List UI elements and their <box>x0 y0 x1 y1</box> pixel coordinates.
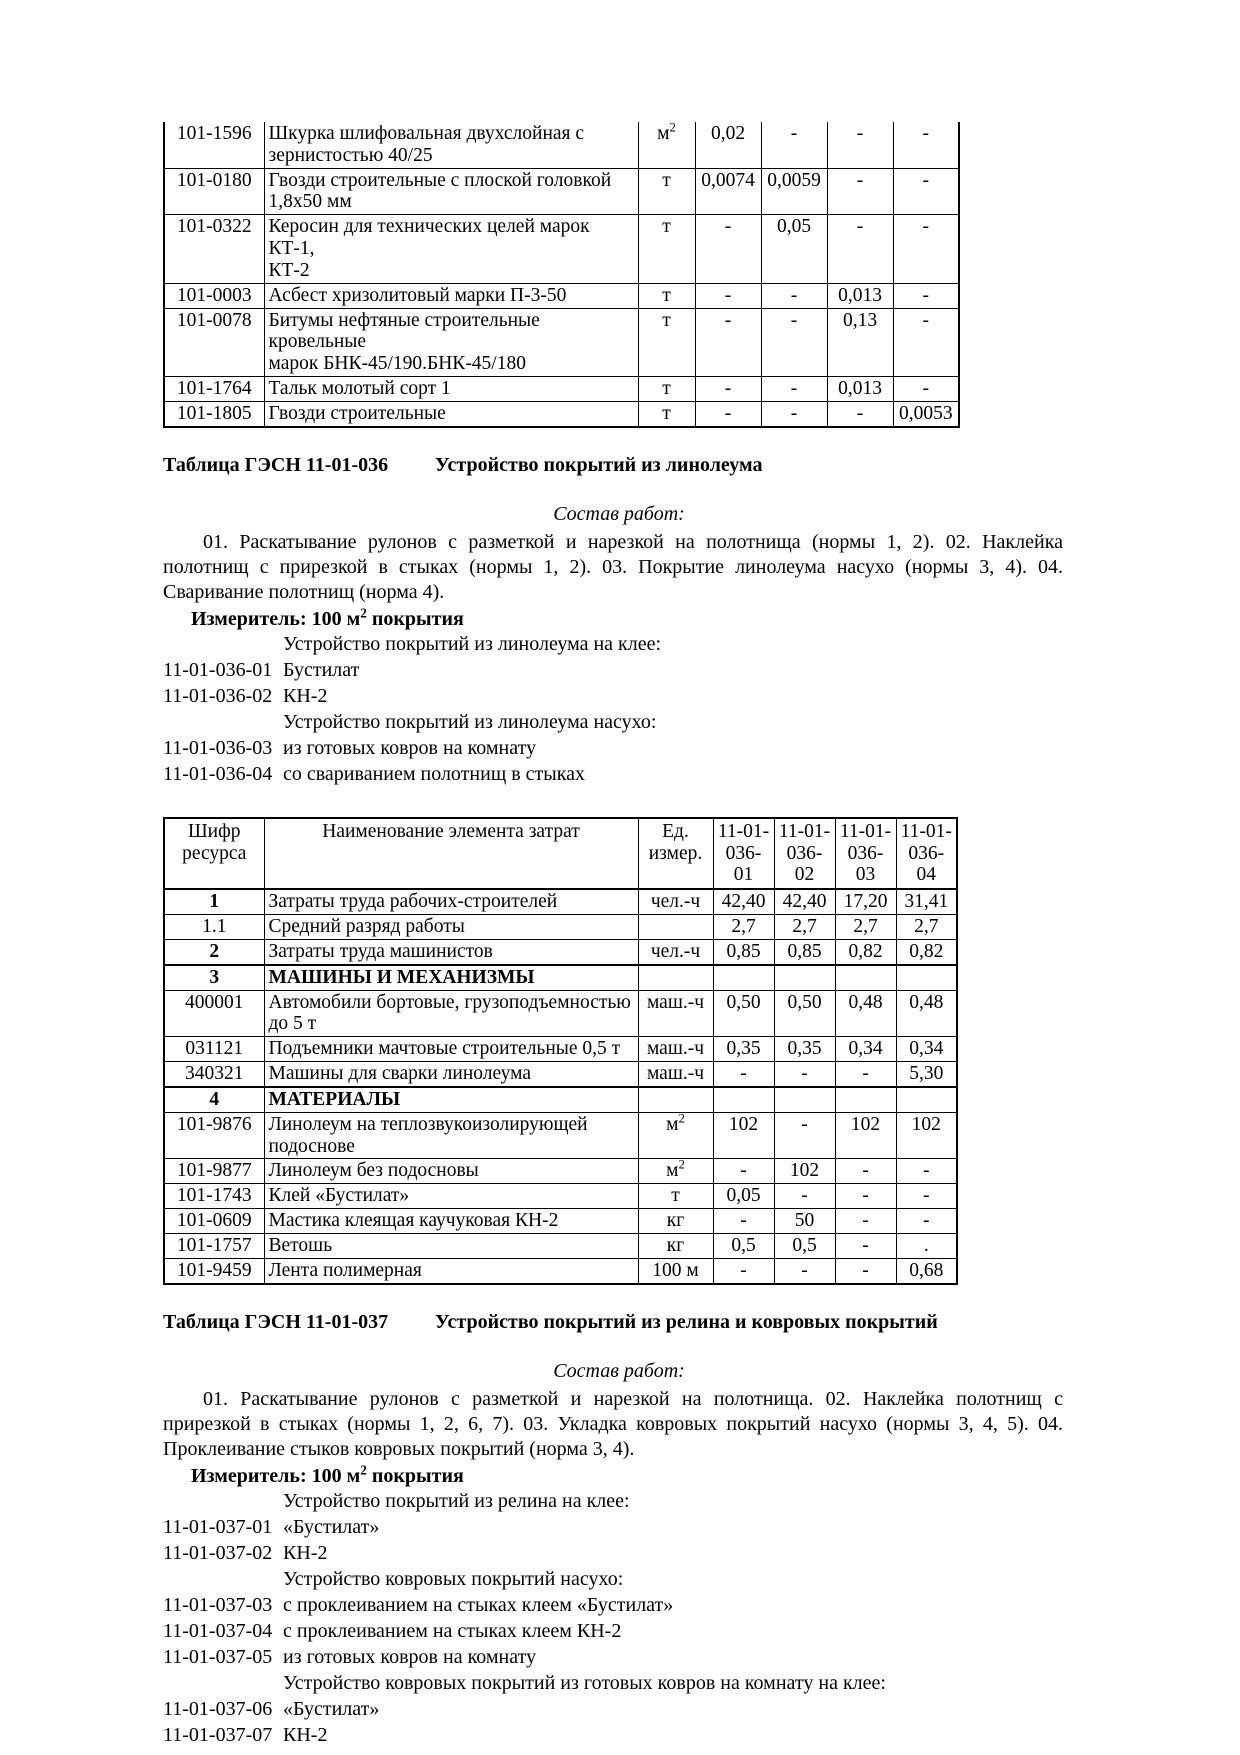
resource-name-line2: КТ-2 <box>268 259 310 281</box>
resource-name-line2: зернистостью 40/25 <box>268 144 433 166</box>
table-row <box>164 122 959 168</box>
table-row <box>164 308 959 376</box>
resource-value-3: 0,013 <box>827 377 893 402</box>
resource-code: 3 <box>164 965 264 990</box>
resource-unit: т <box>638 1184 713 1209</box>
resource-unit <box>638 1112 713 1159</box>
resource-value-1: - <box>713 1159 774 1184</box>
norm-desc: «Бустилат» <box>283 1515 380 1538</box>
table2-header-row <box>164 818 957 889</box>
resource-value-3: 0,13 <box>827 308 893 376</box>
header-resource-code <box>164 818 264 889</box>
resource-unit <box>638 215 695 283</box>
resource-value-3: - <box>835 1258 896 1283</box>
section-037-heading <box>163 1311 1075 1334</box>
resource-unit: т <box>638 401 695 426</box>
resource-name-line1: Асбест хризолитовый марки П-3-50 <box>268 284 567 306</box>
section-037-sostav-heading: Состав работ: <box>553 1359 685 1382</box>
resource-code: 1.1 <box>164 915 264 940</box>
resource-unit <box>638 168 695 215</box>
resource-value-2: 102 <box>774 1159 835 1184</box>
table-row <box>164 1209 957 1234</box>
resource-value-4: - <box>893 215 959 283</box>
resource-value-4: 5,30 <box>896 1062 957 1087</box>
header-line2: ресурса <box>182 842 247 864</box>
resource-unit: 100 м <box>638 1258 713 1283</box>
norm-desc: КН-2 <box>283 1541 328 1564</box>
norm-item <box>163 1592 1075 1618</box>
resource-name <box>264 990 638 1037</box>
norm-item <box>163 1540 1075 1566</box>
section-037-izmeritel <box>163 1461 1075 1488</box>
resource-value-1 <box>713 965 774 990</box>
resource-value-4: 0,68 <box>896 1258 957 1283</box>
resource-unit: чел.-ч <box>638 889 713 914</box>
table-row <box>164 1112 957 1159</box>
norm-code: 11-01-036-03 <box>163 736 273 759</box>
resource-value-1: 0,35 <box>713 1037 774 1062</box>
resource-unit <box>638 308 695 376</box>
resource-value-3: - <box>827 168 893 215</box>
resource-value-3: - <box>835 1233 896 1258</box>
header-line1: 11-01- <box>900 820 952 842</box>
resource-name: Гвозди строительные <box>264 401 638 426</box>
resource-value-1: - <box>695 283 761 308</box>
table-row <box>164 1233 957 1258</box>
resource-unit: маш.-ч <box>638 1037 713 1062</box>
resource-name: Мастика клеящая каучуковая КН-2 <box>264 1209 638 1234</box>
resource-code: 031121 <box>164 1037 264 1062</box>
resource-value-2: 0,5 <box>774 1233 835 1258</box>
resource-value-2: - <box>761 308 827 376</box>
resource-unit <box>638 915 713 940</box>
header-line1: 11-01- <box>717 820 770 842</box>
norm-code: 11-01-037-02 <box>163 1541 273 1564</box>
resource-name <box>264 1112 638 1159</box>
unit-text: т <box>662 309 671 331</box>
resource-unit <box>638 1159 713 1184</box>
norm-item <box>163 735 1075 761</box>
resource-value-1: - <box>713 1062 774 1087</box>
resource-unit: маш.-ч <box>638 1062 713 1087</box>
resource-code: 400001 <box>164 990 264 1037</box>
unit-superscript: 2 <box>669 120 676 135</box>
resource-value-3 <box>835 965 896 990</box>
unit-text: т <box>662 216 671 238</box>
unit-text: т <box>662 169 671 191</box>
resource-value-2 <box>774 965 835 990</box>
resource-unit <box>638 283 695 308</box>
header-line1: 11-01- <box>778 820 831 842</box>
resource-value-4: - <box>893 283 959 308</box>
resource-name <box>264 215 638 283</box>
header-line1: 11-01- <box>839 820 892 842</box>
resource-value-3: - <box>835 1159 896 1184</box>
resource-value-2: - <box>774 1062 835 1087</box>
resource-name: Подъемники мачтовые строительные 0,5 т <box>264 1037 638 1062</box>
resource-value-1: 2,7 <box>713 915 774 940</box>
section-036-sostav-text: 01. Раскатывание рулонов с разметкой и нарезкой на полотнища (нормы 1, 2). 02. Наклейка полотнищ с прирезкой в стыках (нормы 1, 2). 03. Покрытие линолеума насухо (нормы 3, 4). 04. Сваривание полотнищ (норма 4). <box>163 530 1063 603</box>
norm-code: 11-01-037-03 <box>163 1593 273 1616</box>
table-group-header-materials <box>164 1087 957 1112</box>
resource-name-line1: Битумы нефтяные строительные кровельные <box>268 309 540 353</box>
norm-desc: Бустилат <box>283 658 360 681</box>
izmeritel-prefix: Измеритель: 100 м <box>191 607 361 630</box>
norm-desc: КН-2 <box>283 1723 328 1746</box>
unit-text: м <box>657 123 670 144</box>
resource-name-line1: Шкурка шлифовальная двухслойная с <box>268 123 585 144</box>
header-norm-01 <box>713 818 774 889</box>
resource-value-2: 0,35 <box>774 1037 835 1062</box>
table-row <box>164 1037 957 1062</box>
table-row <box>164 1159 957 1184</box>
resource-value-4: 102 <box>896 1112 957 1159</box>
resource-value-4 <box>896 965 957 990</box>
header-norm-04 <box>896 818 957 889</box>
resource-value-1: - <box>713 1258 774 1283</box>
resource-value-4: 0,82 <box>896 939 957 964</box>
resource-value-1: - <box>695 401 761 426</box>
resource-unit <box>638 965 713 990</box>
resource-value-1: - <box>713 1209 774 1234</box>
norm-code: 11-01-037-04 <box>163 1619 273 1642</box>
section-036-heading <box>163 454 1075 477</box>
norm-item <box>163 657 1075 683</box>
resource-unit <box>638 122 695 168</box>
header-line2: 036-02 <box>786 842 823 886</box>
unit-text: т <box>662 284 671 306</box>
table-row <box>164 889 957 914</box>
unit-text: м <box>666 1113 679 1135</box>
table-row <box>164 990 957 1037</box>
resource-name-line2: подоснове <box>268 1135 355 1157</box>
resource-code: 101-9459 <box>164 1258 264 1283</box>
resource-name-line2: 1,8х50 мм <box>268 191 352 213</box>
resource-code: 4 <box>164 1087 264 1112</box>
resource-value-3 <box>835 1087 896 1112</box>
resource-value-4: . <box>896 1233 957 1258</box>
resource-name: Затраты труда рабочих-строителей <box>264 889 638 914</box>
resource-value-4: - <box>896 1209 957 1234</box>
page-content <box>163 0 1075 1748</box>
resource-value-3: 0,013 <box>827 283 893 308</box>
table-group-header-machines <box>164 965 957 990</box>
resource-value-4: - <box>893 377 959 402</box>
table-row <box>164 283 959 308</box>
resource-code: 101-0180 <box>164 168 264 215</box>
table-row <box>164 1062 957 1087</box>
resource-value-4 <box>896 1087 957 1112</box>
resource-value-1: - <box>695 377 761 402</box>
resource-value-2: 0,50 <box>774 990 835 1037</box>
resource-code: 101-1743 <box>164 1184 264 1209</box>
resource-value-2: 0,0059 <box>761 168 827 215</box>
resource-name-line1: Автомобили бортовые, грузоподъемностью <box>268 991 631 1013</box>
resource-value-3: - <box>827 122 893 168</box>
table-row <box>164 215 959 283</box>
resource-unit: маш.-ч <box>638 990 713 1037</box>
resource-value-2: 0,05 <box>761 215 827 283</box>
izmeritel-suffix: покрытия <box>366 607 464 630</box>
resource-value-3: 0,48 <box>835 990 896 1037</box>
section-037-group1-heading: Устройство покрытий из релина на клее: <box>283 1489 630 1512</box>
norm-code: 11-01-037-06 <box>163 1697 273 1720</box>
resource-value-1: 0,50 <box>713 990 774 1037</box>
header-line2: 036-04 <box>908 842 945 886</box>
section-036-group2-heading: Устройство покрытий из линолеума насухо: <box>283 710 657 733</box>
resource-value-4: - <box>893 308 959 376</box>
resource-name: Затраты труда машинистов <box>264 939 638 964</box>
unit-text: м <box>666 1160 679 1182</box>
norm-desc: с проклеиванием на стыках клеем «Бустилат» <box>283 1593 674 1616</box>
resource-value-3: - <box>827 401 893 426</box>
resource-name-line2: марок БНК-45/190.БНК-45/180 <box>268 353 526 375</box>
header-norm-02 <box>774 818 835 889</box>
norm-item <box>163 1644 1075 1670</box>
resource-value-1: 0,05 <box>713 1184 774 1209</box>
header-line1: Шифр <box>188 820 241 842</box>
resource-value-3: 17,20 <box>835 889 896 914</box>
table-row <box>164 939 957 964</box>
resource-value-1 <box>713 1087 774 1112</box>
resource-value-3: 102 <box>835 1112 896 1159</box>
resource-value-4: - <box>893 122 959 168</box>
header-norm-03 <box>835 818 896 889</box>
resource-value-3: - <box>827 215 893 283</box>
norm-item <box>163 1722 1075 1748</box>
unit-superscript: 2 <box>678 1111 685 1126</box>
unit-superscript: 2 <box>678 1157 685 1172</box>
table-row <box>164 168 959 215</box>
norm-item <box>163 1514 1075 1540</box>
resource-name: Средний разряд работы <box>264 915 638 940</box>
table-row <box>164 1184 957 1209</box>
resource-code: 101-1757 <box>164 1233 264 1258</box>
resource-value-2: 42,40 <box>774 889 835 914</box>
resource-code: 101-1805 <box>164 401 264 426</box>
resource-value-4: 0,0053 <box>893 401 959 426</box>
norm-code: 11-01-036-01 <box>163 658 273 681</box>
norm-item <box>163 683 1075 709</box>
resource-value-1: 0,5 <box>713 1233 774 1258</box>
resource-unit <box>638 1087 713 1112</box>
resource-value-4: 2,7 <box>896 915 957 940</box>
resource-name: Ветошь <box>264 1233 638 1258</box>
resource-name: Машины для сварки линолеума <box>264 1062 638 1087</box>
table2-body <box>164 818 957 1284</box>
norm-item <box>163 1696 1075 1722</box>
header-line1: Наименование элемента затрат <box>322 820 580 842</box>
norm-desc: из готовых ковров на комнату <box>283 1645 537 1668</box>
resource-code: 101-1764 <box>164 377 264 402</box>
norm-code: 11-01-037-05 <box>163 1645 273 1668</box>
resource-code: 2 <box>164 939 264 964</box>
section-036-group1-heading: Устройство покрытий из линолеума на клее: <box>283 632 662 655</box>
resource-table-continued <box>163 122 960 428</box>
resource-value-2: - <box>761 377 827 402</box>
izmeritel-suffix: покрытия <box>366 1464 464 1487</box>
resource-name-line2: до 5 т <box>268 1013 317 1035</box>
group-title: МАШИНЫ И МЕХАНИЗМЫ <box>264 965 638 990</box>
resource-value-2: 50 <box>774 1209 835 1234</box>
header-unit <box>638 818 713 889</box>
resource-value-4: 0,34 <box>896 1037 957 1062</box>
resource-unit: кг <box>638 1233 713 1258</box>
section-037-group2-heading: Устройство ковровых покрытий насухо: <box>283 1567 624 1590</box>
norm-desc: из готовых ковров на комнату <box>283 736 537 759</box>
resource-value-2: 0,85 <box>774 939 835 964</box>
resource-value-1: 0,85 <box>713 939 774 964</box>
section-036-title: Устройство покрытий из линолеума <box>435 453 763 476</box>
norm-code: 11-01-036-02 <box>163 684 273 707</box>
table-row <box>164 401 959 426</box>
norm-desc: КН-2 <box>283 684 328 707</box>
section-036-label: Таблица ГЭСН 11-01-036 <box>163 453 389 476</box>
resource-unit: чел.-ч <box>638 939 713 964</box>
resource-code: 101-1596 <box>164 122 264 168</box>
resource-name: Тальк молотый сорт 1 <box>264 377 638 402</box>
resource-value-4: - <box>896 1159 957 1184</box>
table-row <box>164 377 959 402</box>
norm-item <box>163 1618 1075 1644</box>
resource-value-4: 31,41 <box>896 889 957 914</box>
resource-name <box>264 122 638 168</box>
norm-desc: «Бустилат» <box>283 1697 380 1720</box>
header-element-name <box>264 818 638 889</box>
izmeritel-prefix: Измеритель: 100 м <box>191 1464 361 1487</box>
resource-name-line1: Линолеум на теплозвукоизолирующей <box>268 1113 588 1135</box>
resource-value-1: - <box>695 215 761 283</box>
gesn-036-resource-table <box>163 817 958 1285</box>
resource-value-1: 0,02 <box>695 122 761 168</box>
resource-name <box>264 168 638 215</box>
norm-desc: со свариванием полотнищ в стыках <box>283 762 586 785</box>
resource-unit: т <box>638 377 695 402</box>
resource-value-2: - <box>774 1184 835 1209</box>
resource-code: 340321 <box>164 1062 264 1087</box>
resource-name: Лента полимерная <box>264 1258 638 1283</box>
resource-code: 101-0609 <box>164 1209 264 1234</box>
section-037-group3-heading: Устройство ковровых покрытий из готовых ковров на комнату на клее: <box>283 1671 886 1694</box>
resource-name-line1: Керосин для технических целей марок КТ-1, <box>268 216 590 260</box>
resource-name-line1: Гвозди строительные с плоской головкой <box>268 169 612 191</box>
resource-value-2: - <box>761 283 827 308</box>
resource-value-3: - <box>835 1209 896 1234</box>
resource-value-2: - <box>761 401 827 426</box>
resource-code: 101-9876 <box>164 1112 264 1159</box>
section-037-title: Устройство покрытий из релина и ковровых покрытий <box>435 1310 938 1333</box>
resource-value-2: - <box>761 122 827 168</box>
resource-value-3: 2,7 <box>835 915 896 940</box>
norm-item <box>163 761 1075 787</box>
resource-code: 1 <box>164 889 264 914</box>
resource-value-1: 0,0074 <box>695 168 761 215</box>
header-line2: 036-01 <box>725 842 762 886</box>
resource-code: 101-0003 <box>164 283 264 308</box>
resource-value-3: 0,34 <box>835 1037 896 1062</box>
resource-name <box>264 283 638 308</box>
norm-code: 11-01-037-07 <box>163 1723 273 1746</box>
table-row <box>164 915 957 940</box>
resource-value-1: 102 <box>713 1112 774 1159</box>
header-line2: 036-03 <box>847 842 884 886</box>
resource-value-1: 42,40 <box>713 889 774 914</box>
resource-value-4: - <box>896 1184 957 1209</box>
resource-code: 101-0322 <box>164 215 264 283</box>
resource-value-2: 2,7 <box>774 915 835 940</box>
resource-name <box>264 308 638 376</box>
izmeritel-superscript: 2 <box>360 1461 367 1477</box>
resource-value-3: - <box>835 1062 896 1087</box>
resource-value-2: - <box>774 1112 835 1159</box>
group-title: МАТЕРИАЛЫ <box>264 1087 638 1112</box>
resource-value-4: 0,48 <box>896 990 957 1037</box>
section-036-sostav-heading: Состав работ: <box>553 502 685 525</box>
resource-value-4: - <box>893 168 959 215</box>
norm-desc: с проклеиванием на стыках клеем КН-2 <box>283 1619 622 1642</box>
header-line2: измер. <box>648 842 703 864</box>
section-037-sostav-text: 01. Раскатывание рулонов с разметкой и нарезкой на полотнища. 02. Наклейка полотнищ с прирезкой в стыках (нормы 1, 2, 6, 7). 03. Укладка ковровых покрытий насухо (нормы 3, 4, 5). 04. Проклеивание стыков ковровых покрытий (норма 3, 4). <box>163 1387 1063 1460</box>
norm-code: 11-01-036-04 <box>163 762 273 785</box>
izmeritel-superscript: 2 <box>360 605 367 621</box>
header-line1: Ед. <box>662 820 689 842</box>
norm-code: 11-01-037-01 <box>163 1515 273 1538</box>
resource-value-2: - <box>774 1258 835 1283</box>
resource-code: 101-0078 <box>164 308 264 376</box>
resource-value-3: - <box>835 1184 896 1209</box>
resource-value-3: 0,82 <box>835 939 896 964</box>
resource-code: 101-9877 <box>164 1159 264 1184</box>
table1-body <box>164 122 959 427</box>
resource-name: Клей «Бустилат» <box>264 1184 638 1209</box>
resource-value-2 <box>774 1087 835 1112</box>
section-037-label: Таблица ГЭСН 11-01-037 <box>163 1310 389 1333</box>
table-row <box>164 1258 957 1283</box>
resource-name: Линолеум без подосновы <box>264 1159 638 1184</box>
section-036-izmeritel <box>163 605 1075 631</box>
resource-unit: кг <box>638 1209 713 1234</box>
resource-value-1: - <box>695 308 761 376</box>
